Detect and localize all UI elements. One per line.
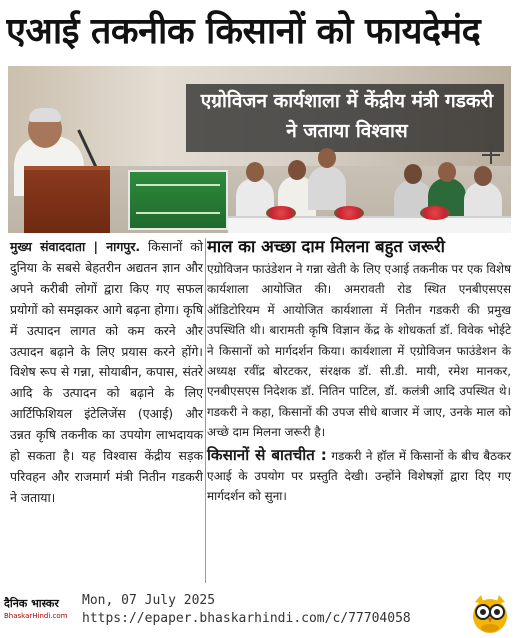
owl-icon [470,592,510,634]
guest-head [246,162,264,182]
guest-head [404,164,422,184]
guest-head [474,166,492,186]
subsection-heading: किसानों से बातचीत : [207,445,327,464]
guest-head [438,162,456,182]
dais-table [228,216,511,233]
guest-figure [308,166,346,210]
guest-head [288,160,306,180]
subsection-paragraph [207,445,511,507]
logo-text: दैनिक भास्कर [4,597,59,610]
flower-bouquet [266,206,296,220]
right-column [207,236,511,507]
flower-bouquet [334,206,364,220]
left-column-text: किसानों को दुनिया के सबसे बेहतरीन अद्यतन ज्ञान और अपने करीबी लोगों द्वारा किए गए सफल प्रयोगों को समझकर आगे बढ़ना होगा। कृषि में उत्पादन लागत को कम करने और उत्पादन बढ़ाने के लिए प्रयास करने होंगे। विशेष रूप से गन्ना, सोयाबीन, कपास, संतरे आदि के उत्पादन को बढ़ाने के लिए आर्टिफिशियल इंटेलिजेंस (एआई) और उन्नत कृषि तकनीक का उपयोग लाभदायक हो सकता है। यह विश्वास केंद्रीय सड़क परिवहन और राजमार्ग मंत्री नितीन गडकरी ने जताया। [10,239,203,505]
headline: एआई तकनीक किसानों को फायदेमंद [6,11,481,52]
subsection-text: गडकरी ने हॉल में किसानों के बीच बैठकर एआई के उपयोग पर प्रस्तुति देखी। उन्होंने विशेषज्ञों द्वारा दिए गए मार्गदर्शन को सुना। [207,448,511,504]
publication-date: Mon, 07 July 2025 [82,593,216,608]
guest-head [318,148,336,168]
photo-caption-text: एग्रोविजन कार्यशाला में केंद्रीय मंत्री गडकरी ने जताया विश्वास [200,90,494,142]
byline: मुख्य संवाददाता | नागपुर. [10,239,141,254]
stage-screen-text [136,184,220,214]
newspaper-logo[interactable] [4,597,74,633]
news-photo [8,66,511,233]
crosshair-icon [482,146,500,164]
logo-subtext: BhaskarHindi.com [4,612,68,620]
speaker-hair [29,108,61,122]
right-column-text: एग्रोविजन फाउंडेशन ने गन्ना खेती के लिए एआई तकनीक पर एक विशेष कार्यशाला आयोजित की। अमरावती रोड स्थित एनबीएसएस ऑडिटोरियम में आयोजित कार्यशाला में नितीन गडकरी की प्रमुख उपस्थिति थी। बारामती कृषि विज्ञान केंद्र के शोधकर्ता डॉ. विवेक भोईटे ने किसानों को मार्गदर्शन किया। कार्यशाला में एग्रोविजन फाउंडेशन के अध्यक्ष रवींद्र बोरटकर, संरक्षक डॉ. सी.डी. मायी, रमेश मानकर, एनबीएसएस निदेशक डॉ. नितिन पाटिल, डॉ. कलंत्री आदि उपस्थित थे। गडकरी ने कहा, किसानों की उपज सीधे बाजार में जाए, उनके माल को अच्छे दाम मिलना जरूरी है। [207,262,511,440]
podium [24,166,110,233]
subheading: माल का अच्छा दाम मिलना बहुत जरूरी [207,237,445,256]
flower-bouquet [420,206,450,220]
epaper-link[interactable]: https://epaper.bhaskarhindi.com/c/77704058 [82,611,411,626]
column-divider [205,238,206,583]
left-column [10,237,203,509]
